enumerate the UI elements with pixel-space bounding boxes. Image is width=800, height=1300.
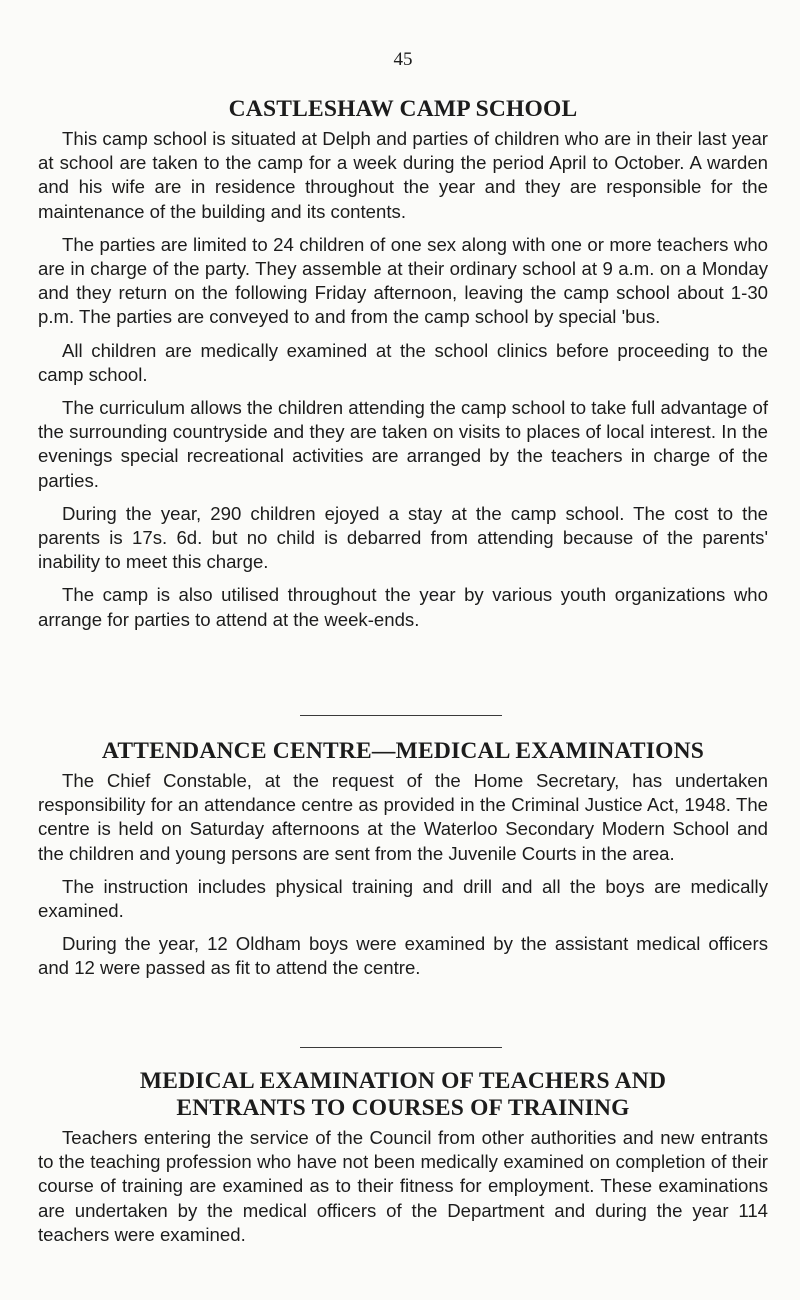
paragraph: The camp is also utilised throughout the year by various youth organizations who arrange for parties to attend at the week-ends. (38, 584, 768, 630)
section-heading: ATTENDANCE CENTRE—MEDICAL EXAMINATIONS (101, 738, 705, 764)
section-castleshaw-camp-school (38, 96, 768, 641)
paragraph: The curriculum allows the children attending the camp school to take full advantage of the surrounding countryside and they are taken on visits to places of local interest. In the evenings special recreational activities are arranged by the teachers in charge of the parties. (38, 397, 768, 491)
paragraph: The parties are limited to 24 children of one sex along with one or more teachers who are in charge of the party. They assemble at their ordinary school at 9 a.m. on a Monday and they return on the following Friday afternoon, leaving the camp school about 1-30 p.m. The parties are conveyed to and from the camp school by special 'bus. (38, 233, 768, 328)
paragraph: The instruction includes physical training and drill and all the boys are medically examined. (38, 875, 768, 922)
section-divider (300, 1047, 502, 1048)
paragraph: All children are medically examined at the school clinics before proceeding to the camp school. (38, 339, 768, 385)
section-medical-examination-teachers (38, 1068, 768, 1256)
paragraph: During the year, 12 Oldham boys were examined by the assistant medical officers and 12 were passed as fit to attend the centre. (38, 933, 768, 979)
paragraph: Teachers entering the service of the Council from other authorities and new entrants to the teaching profession who have not been medically examined on completion of their course of training are examined as to their fitness for employment. These examinations are undertaken by the medical officers of the Department and during the year 114 teachers were examined. (38, 1127, 768, 1245)
paragraph: This camp school is situated at Delph and parties of children who are in their last year at school are taken to the camp for a week during the period April to October. A warden and his wife are in residence throughout the year and they are responsible for the maintenance of the building and its contents. (38, 128, 768, 222)
section-divider (300, 715, 502, 716)
section-attendance-centre (38, 738, 768, 990)
section-heading: CASTLESHAW CAMP SCHOOL (228, 96, 578, 122)
paragraph: The Chief Constable, at the request of the Home Secretary, has undertaken responsibility for an attendance centre as provided in the Criminal Justice Act, 1948. The centre is held on Saturday afternoons at the Waterloo Secondary Modern School and the children and young persons are sent from the Juvenile Courts in the area. (38, 770, 768, 864)
section-heading-line: ENTRANTS TO COURSES OF TRAINING (176, 1095, 630, 1121)
section-heading-line: MEDICAL EXAMINATION OF TEACHERS AND (139, 1068, 667, 1094)
page-number: 45 (393, 49, 413, 70)
paragraph: During the year, 290 children ejoyed a stay at the camp school. The cost to the parents is 17s. 6d. but no child is debarred from attending because of the parents' inability to meet this charge. (38, 502, 768, 573)
